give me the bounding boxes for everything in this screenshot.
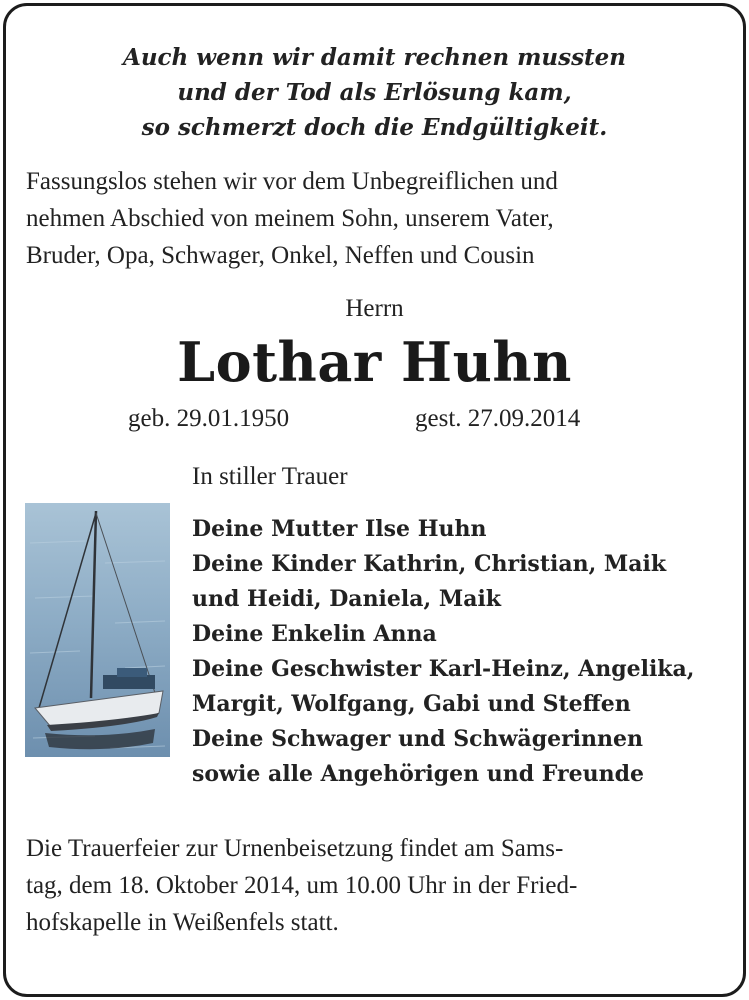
intro-text	[26, 163, 726, 274]
relative-line: Deine Kinder Kathrin, Christian, Maik	[192, 551, 667, 577]
funeral-line: tag, dem 18. Oktober 2014, um 10.00 Uhr in der Fried-	[26, 872, 578, 899]
intro-line: Fassungslos stehen wir vor dem Unbegreiflichen und	[26, 168, 558, 195]
motto-line: und der Tod als Erlösung kam,	[177, 79, 572, 106]
funeral-line: hofskapelle in Weißenfels statt.	[26, 909, 339, 936]
motto-line: so schmerzt doch die Endgültigkeit.	[141, 114, 608, 141]
sailboat-photo	[25, 503, 170, 757]
relative-line: Deine Geschwister Karl-Heinz, Angelika,	[192, 656, 695, 682]
mourning-heading: In stiller Trauer	[192, 463, 348, 490]
relative-line: Deine Enkelin Anna	[192, 621, 437, 647]
relatives-list	[192, 512, 694, 792]
birth-date: geb. 29.01.1950	[128, 405, 290, 432]
relative-line: Margit, Wolfgang, Gabi und Steffen	[192, 691, 631, 717]
intro-line: nehmen Abschied von meinem Sohn, unserem Vater,	[26, 205, 554, 232]
honorific: Herrn	[345, 295, 404, 322]
funeral-line: Die Trauerfeier zur Urnenbeisetzung findet am Sams-	[26, 835, 564, 862]
relative-line: sowie alle Angehörigen und Freunde	[192, 761, 644, 787]
motto-verse	[0, 40, 749, 145]
death-date: gest. 27.09.2014	[415, 405, 581, 432]
funeral-notice	[26, 830, 726, 941]
relative-line: Deine Mutter Ilse Huhn	[192, 516, 487, 542]
motto-line: Auch wenn wir damit rechnen mussten	[122, 44, 627, 71]
relative-line: Deine Schwager und Schwägerinnen	[192, 726, 643, 752]
relative-line: und Heidi, Daniela, Maik	[192, 586, 502, 612]
deceased-name: Lothar Huhn	[177, 330, 572, 394]
intro-line: Bruder, Opa, Schwager, Onkel, Neffen und Cousin	[26, 242, 535, 269]
